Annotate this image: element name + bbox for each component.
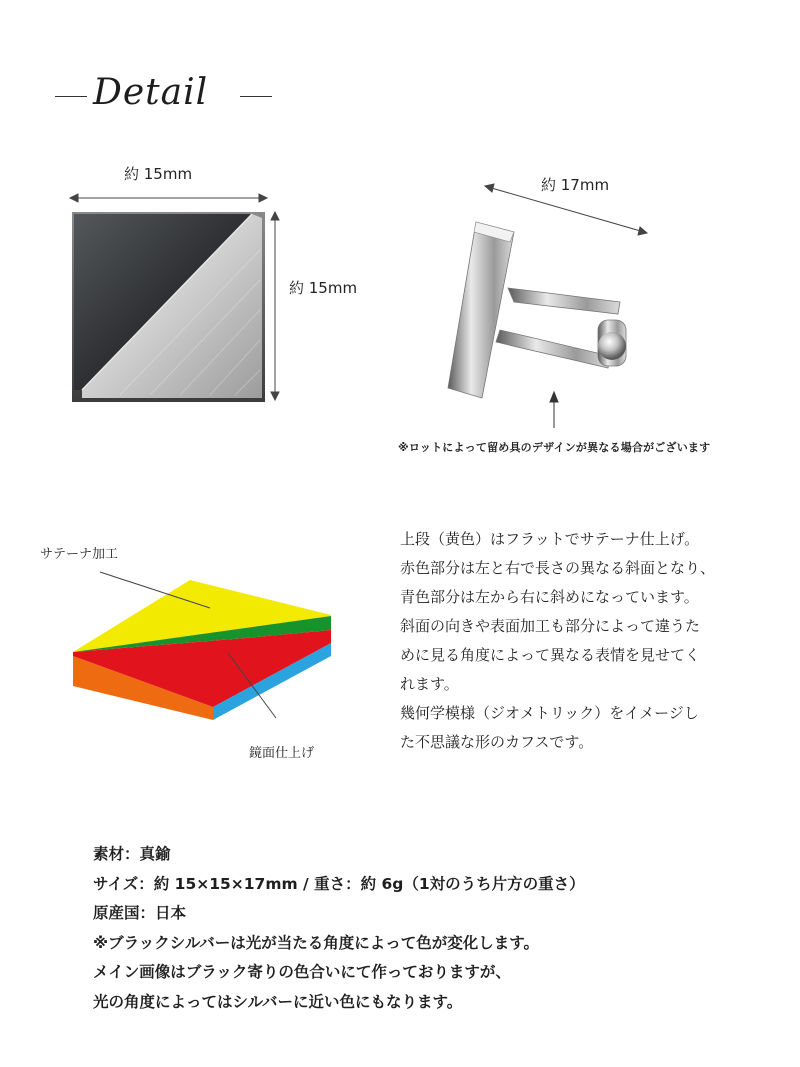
front-height-label: 約 15mm (289, 279, 358, 297)
side-clip (508, 288, 620, 314)
description-line: れます。 (400, 675, 459, 693)
finish-diagram (30, 560, 350, 750)
description-line: 青色部分は左から右に斜めになっています。 (400, 588, 699, 606)
side-toggle-ball (598, 332, 626, 360)
satin-finish-label: サテーナ加工 (40, 547, 119, 562)
description-line: 斜面の向きや表面加工も部分によって違うた (400, 617, 701, 635)
spec-material: 素材：真鍮 (93, 845, 171, 863)
spec-image-note: メイン画像はブラック寄りの色合いにて作っておりますが、 (93, 963, 511, 981)
side-head-plate (448, 222, 514, 398)
product-description (400, 525, 795, 757)
spec-light-note: 光の角度によってはシルバーに近い色にもなります。 (93, 992, 463, 1011)
note-pointer-arrow (550, 392, 558, 428)
side-depth-label: 約 17mm (541, 176, 610, 194)
front-width-label: 約 15mm (124, 165, 193, 183)
heading-rule-right (240, 96, 272, 97)
description-line: 上段（黄色）はフラットでサテーナ仕上げ。 (400, 530, 700, 548)
height-arrow (271, 212, 279, 400)
description-line: た不思議な形のカフスです。 (400, 733, 594, 751)
spec-size-weight: サイズ：約 15×15×17mm / 重さ：約 6g（1対のうち片方の重さ） (93, 874, 585, 893)
description-line: めに見る角度によって異なる表情を見せてく (400, 646, 701, 664)
product-specs (93, 840, 783, 1017)
mirror-finish-label: 鏡面仕上げ (249, 746, 315, 761)
side-view-figure (430, 170, 670, 430)
detail-heading (55, 70, 285, 120)
spec-color-note: ※ブラックシルバーは光が当たる角度によって色が変化します。 (93, 933, 540, 952)
heading-title: Detail (93, 72, 209, 113)
description-line: 赤色部分は左と右で長さの異なる斜面となり、 (400, 559, 716, 577)
width-arrow (70, 194, 267, 202)
heading-rule-left (55, 96, 87, 97)
clasp-variation-note: ※ロットによって留め具のデザインが異なる場合がございます (398, 441, 711, 454)
description-line: 幾何学模様（ジオメトリック）をイメージし (400, 704, 699, 722)
spec-origin: 原産国：日本 (93, 904, 187, 922)
